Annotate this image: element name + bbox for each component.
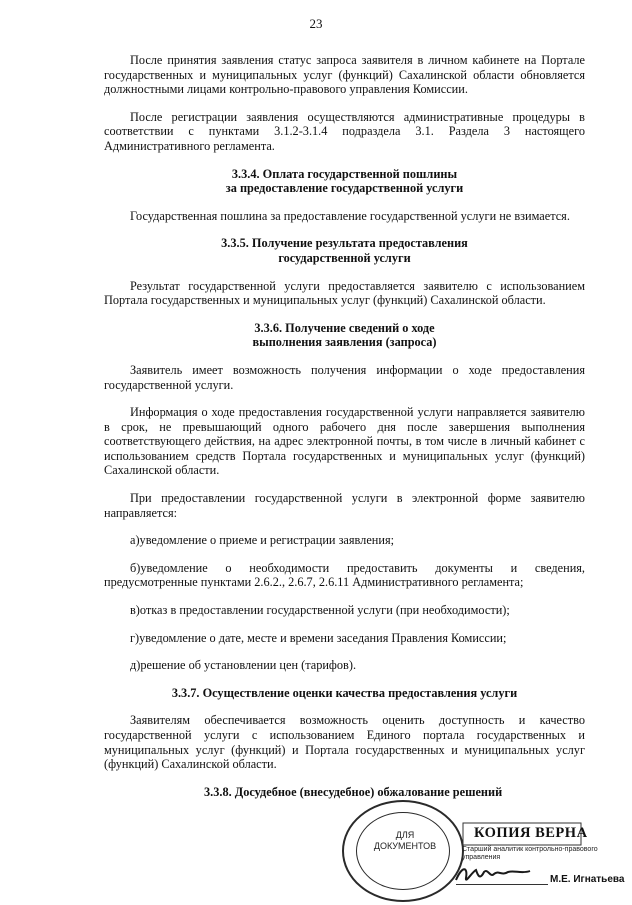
heading-3-3-6-line1: 3.3.6. Получение сведений о ходе (254, 320, 435, 335)
page-number: 23 (309, 16, 323, 31)
paragraph-registration: После регистрации заявления осуществляются административные процедуры в соответствии с пунктами 3.1.2-3.1.4 подраздела 3.1. Раздела 3 настоящего Административного регламента. (104, 109, 585, 153)
heading-3-3-4-line2: за предоставление государственной услуги (225, 181, 464, 196)
seal-text-line2: ДОКУМЕНТОВ (373, 841, 437, 851)
list-item-b: б)уведомление о необходимости предоставить документы и сведения, предусмотренные пунктами 2.6.2., 2.6.7, 2.6.11 Административного регламента; (104, 560, 585, 590)
copy-certifier-role: Старший аналитик контрольно-правового управления (462, 846, 598, 861)
list-item-d: д)решение об установлении цен (тарифов). (130, 658, 357, 673)
seal-stamp (342, 800, 464, 902)
paragraph-duty: Государственная пошлина за предоставление государственной услуги не взимается. (130, 208, 570, 223)
paragraph-electronic-form: При предоставлении государственной услуги в электронной форме заявителю направляется: (104, 491, 585, 520)
list-item-v: в)отказ в предоставлении государственной услуги (при необходимости); (130, 603, 510, 618)
heading-3-3-6-line2: выполнения заявления (запроса) (252, 335, 437, 350)
heading-3-3-4-line1: 3.3.4. Оплата государственной пошлины (231, 166, 458, 181)
document-body (104, 53, 585, 799)
list-item-a: а)уведомление о приеме и регистрации заявления; (130, 533, 395, 548)
paragraph-result: Результат государственной услуги предоставляется заявителю с использованием Портала государственных и муниципальных услуг (функций) Сахалинской области. (104, 278, 585, 308)
heading-3-3-5-line1: 3.3.5. Получение результата предоставления (221, 236, 468, 251)
list-item-g: г)уведомление о дате, месте и времени заседания Правления Комиссии; (130, 630, 507, 645)
heading-3-3-7: 3.3.7. Осуществление оценки качества предоставления услуги (171, 685, 518, 700)
paragraph-progress-delivery: Информация о ходе предоставления государственной услуги направляется заявителю в срок, не превышающий одного рабочего дня после завершения выполнения соответствующего действия, на адрес электронной почты, в том числе в личный кабинет с использованием средств Портала государственных и муниципальных услуг (функций) Сахалинской области. (104, 405, 585, 478)
heading-3-3-8: 3.3.8. Досудебное (внесудебное) обжалование решений (204, 784, 503, 799)
seal-text-line1: ДЛЯ (395, 830, 415, 840)
heading-3-3-5-line2: государственной услуги (278, 250, 411, 265)
paragraph-status-update: После принятия заявления статус запроса заявителя в личном кабинете на Портале государственных и муниципальных услуг (функций) Сахалинской области обновляется должностными лицами контрольно-правового управления Комиссии. (104, 53, 585, 97)
paragraph-progress-info: Заявитель имеет возможность получения информации о ходе предоставления государственной услуги. (104, 362, 585, 392)
seal-text (370, 830, 440, 852)
certifier-name: М.Е. Игнатьева (550, 874, 625, 885)
signature-line (456, 884, 548, 885)
copy-certified-title: КОПИЯ ВЕРНА (474, 825, 588, 841)
paragraph-quality: Заявителям обеспечивается возможность оценить доступность и качество государственной услуги с использованием Единого портала государственных и муниципальных услуг (функций) и Портала государственных и муниципальных услуг (функций) Сахалинской области. (104, 713, 585, 772)
